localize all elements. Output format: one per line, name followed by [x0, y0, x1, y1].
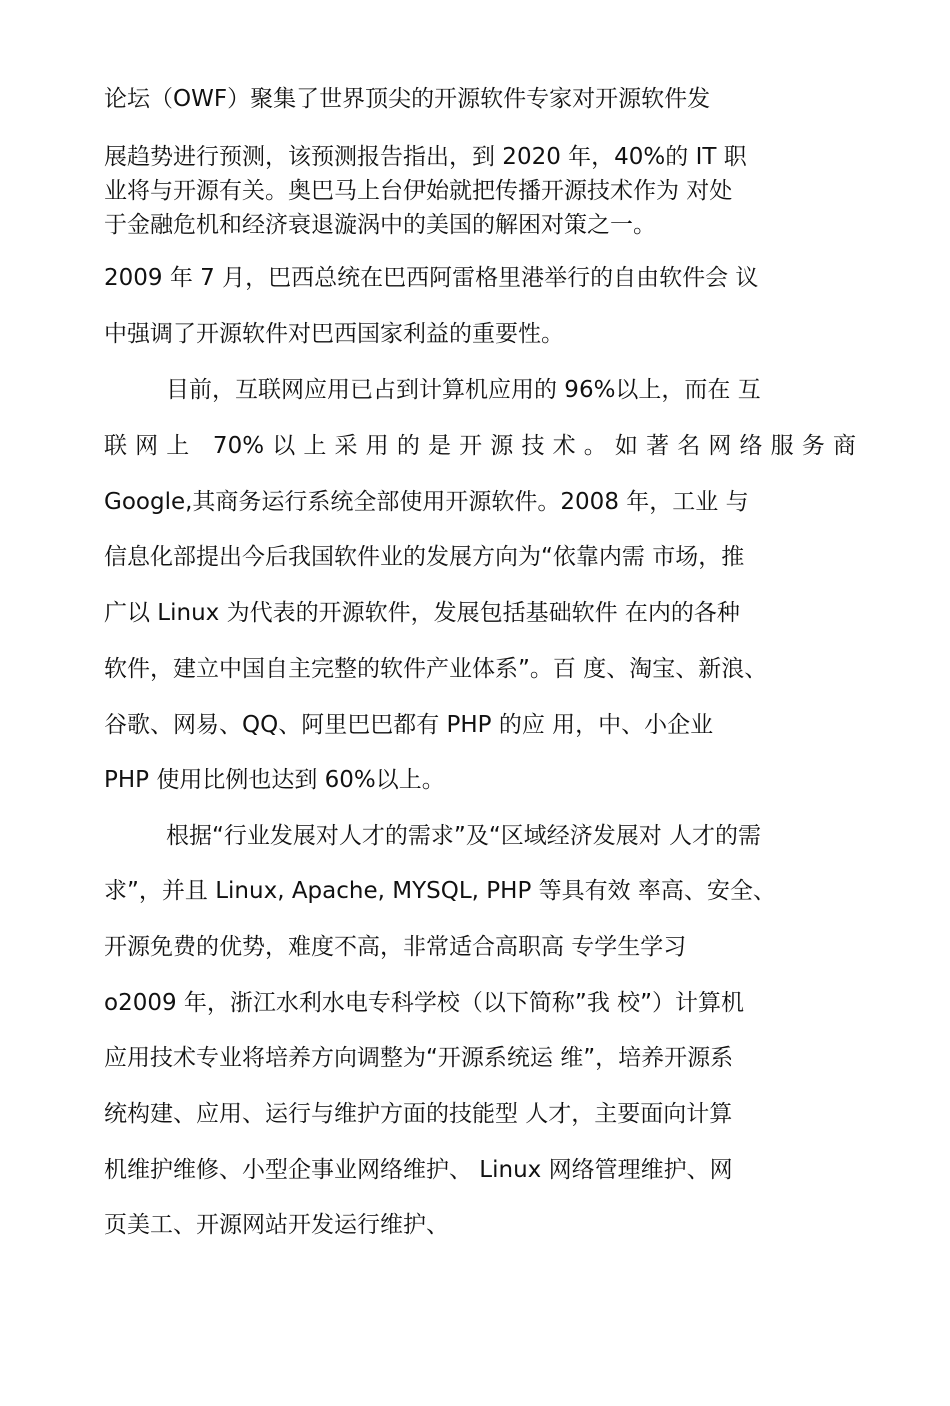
text-line-14: PHP 使用比例也达到 60%以上。: [104, 767, 445, 793]
text-line-16: 求”，并且 Linux, Apache, MYSQL, PHP 等具有效 率高、安全、: [104, 878, 776, 904]
text-line-11: 广以 Linux 为代表的开源软件，发展包括基础软件 在内的各种: [104, 600, 740, 626]
text-line-22: 页美工、开源网站开发运行维护、: [104, 1212, 449, 1238]
text-line-10: 信息化部提出今后我国软件业的发展方向为“依靠内需 市场，推: [104, 544, 745, 570]
text-line-15: 根据“行业发展对人才的需求”及“区域经济发展对 人才的需: [166, 823, 762, 849]
text-line-12: 软件，建立中国自主完整的软件产业体系”。百 度、淘宝、新浪、: [104, 656, 768, 682]
text-line-2: 展趋势进行预测，该预测报告指出，到 2020 年，40%的 IT 职: [104, 144, 747, 170]
text-line-20: 统构建、应用、运行与维护方面的技能型 人才，主要面向计算: [104, 1101, 733, 1127]
text-line-4: 于金融危机和经济衰退漩涡中的美国的解困对策之一。: [104, 212, 656, 238]
text-line-18: o2009 年，浙江水利水电专科学校（以下简称”我 校”）计算机: [104, 990, 745, 1016]
text-line-3: 业将与开源有关。奥巴马上台伊始就把传播开源技术作为 对处: [104, 178, 733, 204]
text-line-8: 联网上 70%以上采用的是开源技术。如著名网络服务商: [104, 433, 856, 459]
text-line-5: 2009 年 7 月，巴西总统在巴西阿雷格里港举行的自由软件会 议: [104, 265, 759, 291]
text-line-9: Google,其商务运行系统全部使用开源软件。2008 年，工业 与: [104, 489, 749, 515]
text-line-1: 论坛（OWF）聚集了世界顶尖的开源软件专家对开源软件发: [104, 86, 711, 112]
text-line-19: 应用技术专业将培养方向调整为“开源系统运 维”，培养开源系: [104, 1045, 734, 1071]
text-line-6: 中强调了开源软件对巴西国家利益的重要性。: [104, 321, 564, 347]
text-line-17: 开源免费的优势，难度不高，非常适合高职高 专学生学习: [104, 934, 687, 960]
text-line-7: 目前，互联网应用已占到计算机应用的 96%以上，而在 互: [166, 377, 761, 403]
text-line-21: 机维护维修、小型企事业网络维护、 Linux 网络管理维护、网: [104, 1157, 733, 1183]
text-line-13: 谷歌、网易、QQ、阿里巴巴都有 PHP 的应 用，中、小企业: [104, 712, 714, 738]
